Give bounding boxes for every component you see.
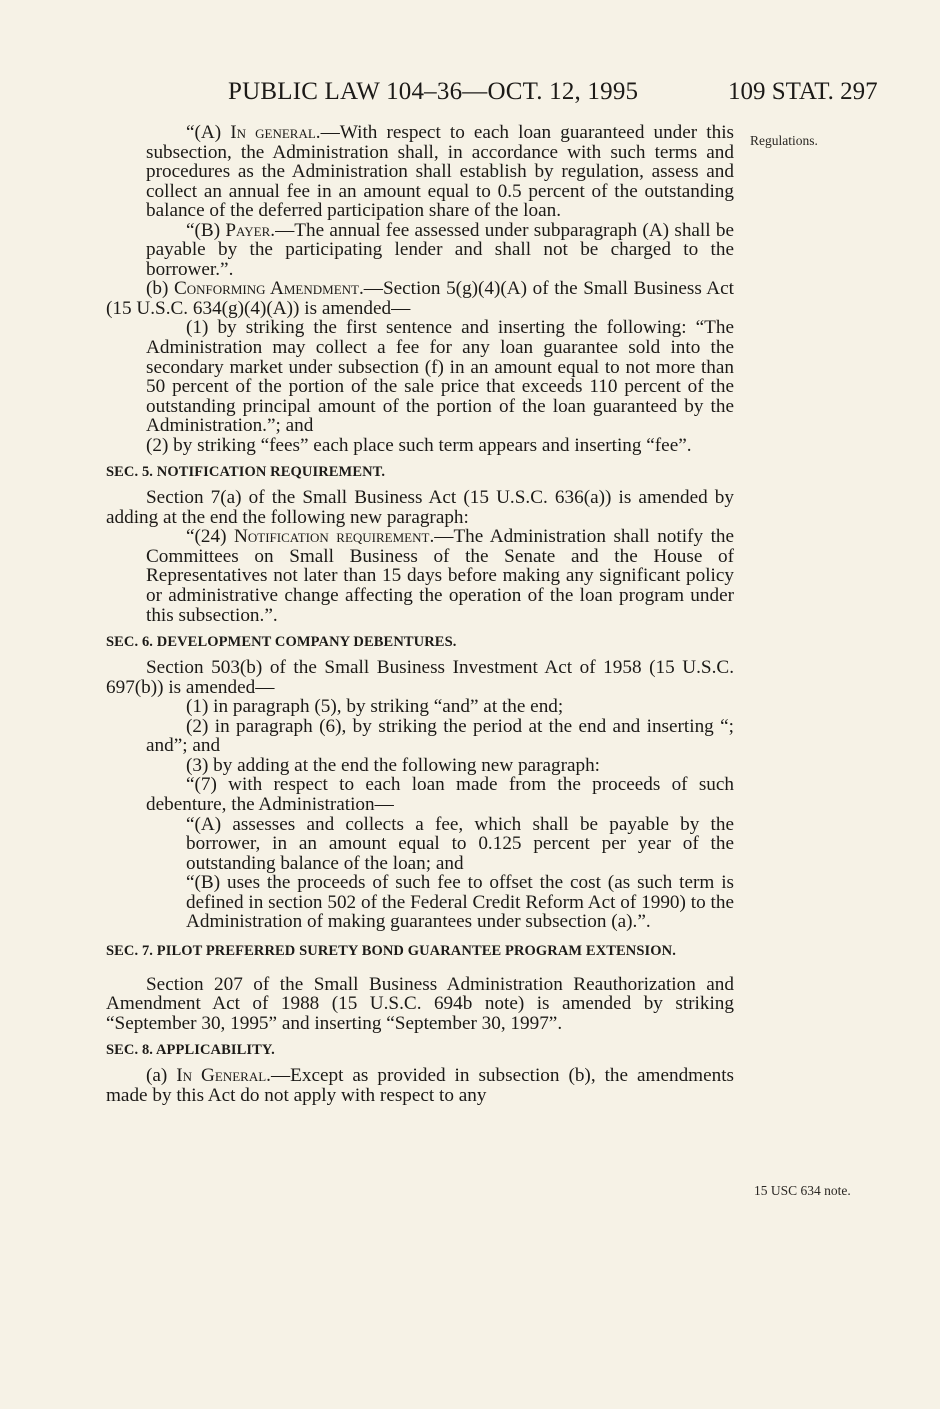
- paragraph-3-adding-new-paragraph: (3) by adding at the end the following new paragraph:: [186, 754, 601, 776]
- margin-note-usc: 15 USC 634 note.: [754, 1183, 851, 1198]
- page-title: PUBLIC LAW 104–36—OCT. 12, 1995: [228, 78, 639, 105]
- section-7-heading: SEC. 7. PILOT PREFERRED SURETY BOND GUARANTEE PROGRAM EXTENSION.: [106, 942, 676, 959]
- paragraph-heading: Conforming Amendment: [173, 278, 359, 300]
- paragraph-b-payer: “(B) Payer.—The annual fee assessed under subparagraph (A) shall be payable by the participating lender and shall not be charged to the borrower.”.: [146, 219, 734, 280]
- paragraph-7a-assesses-fee: “(A) assesses and collects a fee, which shall be payable by the borrower, in an amount equal to 0.125 percent per year of the outstanding balance of the loan; and: [186, 813, 734, 874]
- section-6-heading: SEC. 6. DEVELOPMENT COMPANY DEBENTURES.: [106, 634, 457, 651]
- paragraph-24-notification: “(24) Notification requirement.—The Administration shall notify the Committees on Small Business of the Senate and the House of Representatives not later than 15 days before making any significant policy or administrative change affecting the operation of the loan program under this subsection.”.: [146, 526, 735, 626]
- paragraph-2-striking-fees: (2) by striking “fees” each place such term appears and inserting “fee”.: [146, 434, 692, 456]
- paragraph-a-in-general: “(A) In general.—With respect to each loan guaranteed under this subsection, the Administration shall, in accordance with such terms and procedures as the Administration shall establish by regulation, assess and collect an annual fee in an amount equal to 0.5 percent of the outstanding balance of the deferred participation share of the loan.: [146, 122, 734, 222]
- page-header: [0, 78, 940, 110]
- paragraph-heading: In general: [230, 122, 316, 143]
- margin-note-regulations: Regulations.: [750, 133, 818, 148]
- paragraph-conforming-amendment: (b) Conforming Amendment.—Section 5(g)(4)(A) of the Small Business Act (15 U.S.C. 634(g)(4)(A)) is amended—: [106, 278, 735, 319]
- paragraph-7b-uses-proceeds: “(B) uses the proceeds of such fee to offset the cost (as such term is defined in section 502 of the Federal Credit Reform Act of 1990) to the Administration of making guarantees under subsection (a).”.: [186, 872, 734, 933]
- statute-page-number: 109 STAT. 297: [728, 78, 878, 105]
- paragraph-2-in-paragraph-6: (2) in paragraph (6), by striking the period at the end and inserting “; and”; and: [146, 715, 734, 757]
- document-body: [106, 123, 734, 1106]
- paragraph-a-in-general-applicability: (a) In General.—Except as provided in subsection (b), the amendments made by this Act do not apply with respect to any: [106, 1065, 734, 1106]
- paragraph-1-in-paragraph-5: (1) in paragraph (5), by striking “and” at the end;: [186, 696, 564, 718]
- paragraph-section-207: Section 207 of the Small Business Administration Reauthorization and Amendment Act of 1988 (15 U.S.C. 694b note) is amended by striking “September 30, 1995” and inserting “September 30, 1997”.: [106, 973, 734, 1034]
- paragraph-heading: Notification requirement: [234, 526, 430, 548]
- paragraph-heading: In General: [176, 1065, 267, 1087]
- paragraph-section-503b: Section 503(b) of the Small Business Investment Act of 1958 (15 U.S.C. 697(b)) is amended—: [106, 657, 734, 698]
- paragraph-1-striking-first-sentence: (1) by striking the first sentence and inserting the following: “The Administration may collect a fee for any loan guarantee sold into the secondary market under subsection (f) in an amount equal to not more than 50 percent of the portion of the sale price that exceeds 110 percent of the outstanding principal amount of the portion of the loan guaranteed by the Administration.”; and: [146, 317, 734, 437]
- section-5-heading: SEC. 5. NOTIFICATION REQUIREMENT.: [106, 464, 386, 481]
- paragraph-7-each-loan: “(7) with respect to each loan made from the proceeds of such debenture, the Administration—: [146, 774, 734, 815]
- paragraph-heading: Payer: [225, 219, 271, 241]
- section-8-heading: SEC. 8. APPLICABILITY.: [106, 1042, 275, 1059]
- paragraph-section-7a: Section 7(a) of the Small Business Act (15 U.S.C. 636(a)) is amended by adding at the end the following new paragraph:: [106, 487, 734, 528]
